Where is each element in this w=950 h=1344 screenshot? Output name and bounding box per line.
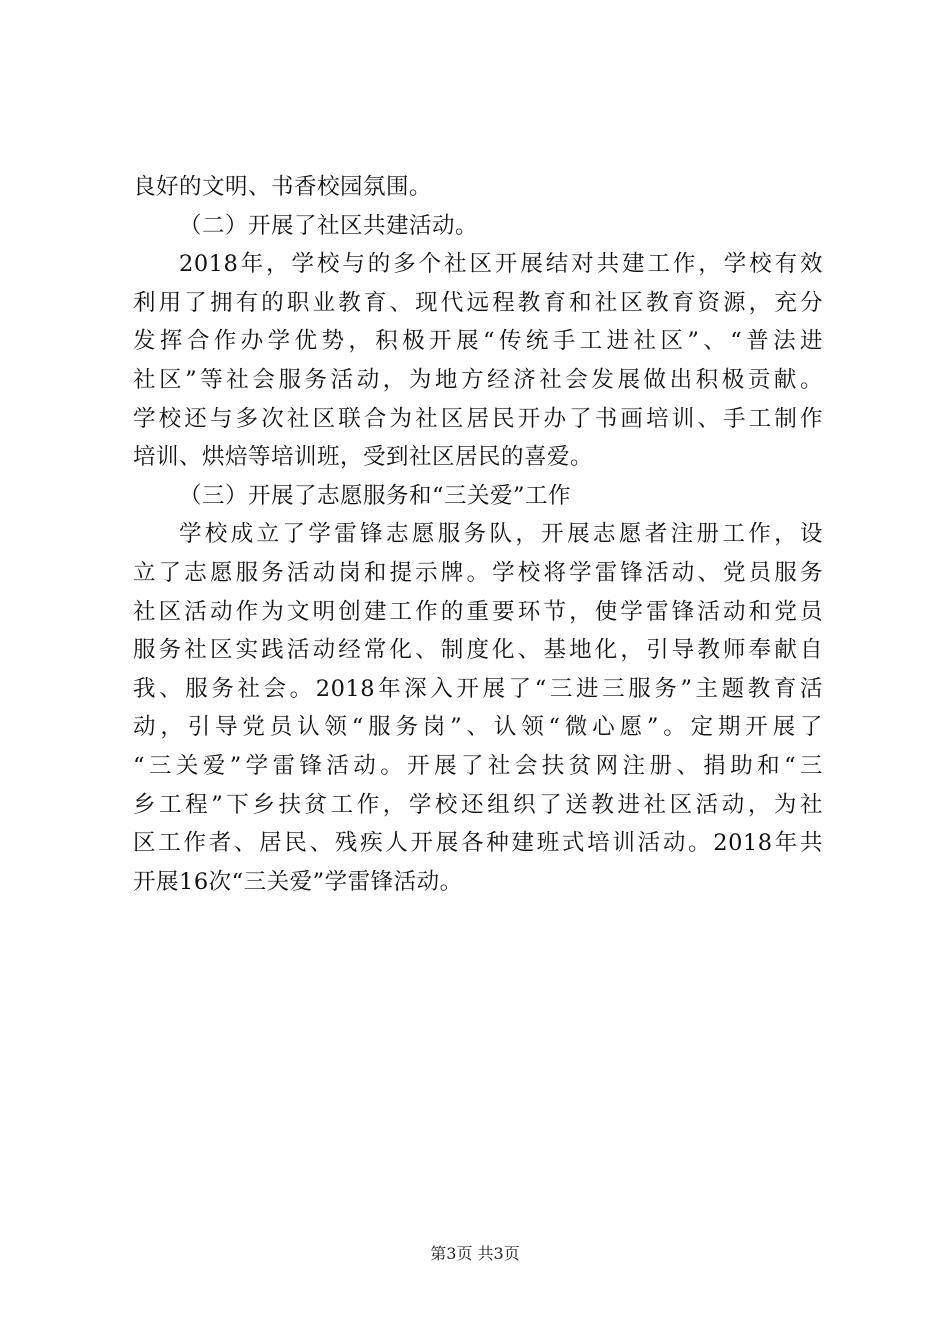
- text-line: 发挥合作办学优势，积极开展“传统手工进社区”、“普法进: [133, 328, 823, 355]
- page-number-footer: 第3页 共3页: [430, 1244, 520, 1263]
- text-line: 服务社区实践活动经常化、制度化、基地化，引导教师奉献自: [133, 637, 823, 664]
- text-line: 开展16次“三关爱”学雷锋活动。: [133, 868, 463, 895]
- text-line: 区工作者、居民、残疾人开展各种建班式培训活动。2018年共: [133, 830, 823, 857]
- text-line: 利用了拥有的职业教育、现代远程教育和社区教育资源，充分: [133, 289, 823, 316]
- text-line: 培训、烘焙等培训班，受到社区居民的喜爱。: [133, 444, 594, 471]
- section-heading-community: （二）开展了社区共建活动。: [179, 212, 479, 239]
- text-line: 社区活动作为文明创建工作的重要环节，使学雷锋活动和党员: [133, 598, 823, 625]
- text-line: 动，引导党员认领“服务岗”、认领“微心愿”。定期开展了: [133, 714, 823, 741]
- text-line: 良好的文明、书香校园氛围。: [133, 174, 433, 200]
- text-line: 立了志愿服务活动岗和提示牌。学校将学雷锋活动、党员服务: [133, 559, 823, 586]
- text-line: “三关爱”学雷锋活动。开展了社会扶贫网注册、捐助和“三: [133, 752, 823, 779]
- text-line: 社区”等社会服务活动，为地方经济社会发展做出积极贡献。: [133, 366, 823, 393]
- section-heading-volunteer: （三）开展了志愿服务和“三关爱”工作: [179, 482, 572, 509]
- document-body: [133, 168, 823, 901]
- text-line: 学校成立了学雷锋志愿服务队，开展志愿者注册工作，设: [179, 521, 823, 548]
- text-line: 我、服务社会。2018年深入开展了“三进三服务”主题教育活: [133, 675, 823, 702]
- text-line: 2018年，学校与的多个社区开展结对共建工作，学校有效: [179, 251, 823, 278]
- text-line: 乡工程”下乡扶贫工作，学校还组织了送教进社区活动，为社: [133, 791, 823, 818]
- text-line: 学校还与多次社区联合为社区居民开办了书画培训、手工制作: [133, 405, 823, 432]
